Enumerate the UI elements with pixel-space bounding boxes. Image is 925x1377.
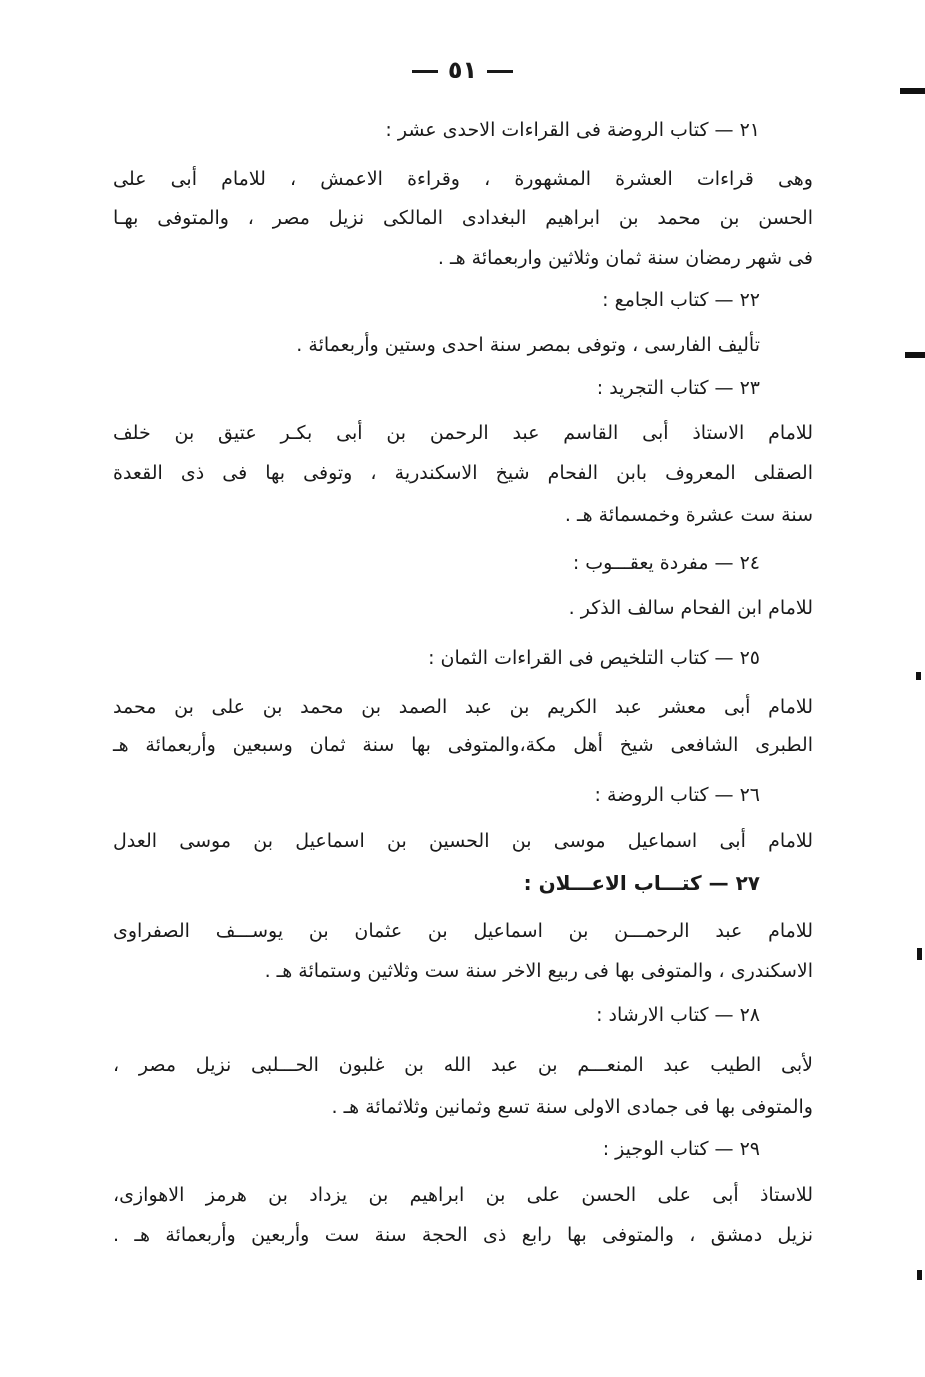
entry-23-heading: ٢٣ — كتاب التجريد : xyxy=(596,377,760,399)
entry-28-heading: ٢٨ — كتاب الارشاد : xyxy=(596,1004,760,1026)
entry-23-line-1: للامام الاستاذ أبى القاسم عبد الرحمن بن أبى بكـر عتيق بن خلف xyxy=(113,422,813,444)
page-number-dash-right xyxy=(487,70,513,73)
scan-edge-mark xyxy=(916,672,921,680)
entry-26-line-1: للامام أبى اسماعيل موسى بن الحسين بن اسماعيل بن موسى العدل xyxy=(113,830,813,852)
scan-edge-mark xyxy=(900,88,925,94)
entry-28-line-2: والمتوفى بها فى جمادى الاولى سنة تسع وثمانين وثلاثمائة هـ . xyxy=(331,1096,813,1118)
entry-22-heading: ٢٢ — كتاب الجامع : xyxy=(602,289,760,311)
entry-27-line-1: للامام عبد الرحمـــن بن اسماعيل بن عثمان بن يوســـف الصفراوى xyxy=(113,920,813,942)
entry-29-line-1: للاستاذ أبى على الحسن على بن ابراهيم بن يزداد بن هرمز الاهوازى، xyxy=(113,1184,813,1206)
entry-25-line-2: الطبرى الشافعى شيخ أهل مكة،والمتوفى بها سنة ثمان وسبعين وأربعمائة هـ xyxy=(113,734,813,756)
entry-29-heading: ٢٩ — كتاب الوجيز : xyxy=(602,1138,760,1160)
entry-27-line-2: الاسكندرى ، والمتوفى بها فى ربيع الاخر سنة ست وثلاثين وستمائة هـ . xyxy=(264,960,813,982)
page-number-text: ٥١ xyxy=(447,56,478,84)
scan-edge-mark xyxy=(905,352,925,358)
entry-25-heading: ٢٥ — كتاب التلخيص فى القراءات الثمان : xyxy=(428,647,760,669)
entry-24-line-1: للامام ابن الفحام سالف الذكر . xyxy=(568,597,813,619)
entry-21-line-3: فى شهر رمضان سنة ثمان وثلاثين واربعمائة هـ . xyxy=(437,247,813,269)
entry-21-line-1: وهى قراءات العشرة المشهورة ، وقراءة الاعمش ، للامام أبى على xyxy=(113,168,813,190)
entry-21-line-2: الحسن بن محمد بن ابراهيم البغدادى المالكى نزيل مصر ، والمتوفى بهـا xyxy=(113,207,813,229)
entry-21-heading: ٢١ — كتاب الروضة فى القراءات الاحدى عشر : xyxy=(385,119,760,141)
scan-edge-mark xyxy=(917,1270,922,1280)
scan-edge-mark xyxy=(917,948,922,960)
page-number xyxy=(0,56,925,84)
entry-28-line-1: لأبى الطيب عبد المنعـــم بن عبد الله بن غلبون الحـــلبى نزيل مصر ، xyxy=(113,1054,813,1076)
entry-22-line-1: تأليف الفارسى ، وتوفى بمصر سنة احدى وستين وأربعمائة . xyxy=(296,334,760,356)
entry-23-line-3: سنة ست عشرة وخمسمائة هـ . xyxy=(564,504,813,526)
entry-25-line-1: للامام أبى معشر عبد الكريم بن عبد الصمد بن محمد بن على بن محمد xyxy=(113,696,813,718)
entry-23-line-2: الصقلى المعروف بابن الفحام شيخ الاسكندرية ، وتوفى بها فى ذى القعدة xyxy=(113,462,813,484)
entry-26-heading: ٢٦ — كتاب الروضة : xyxy=(594,784,760,806)
entry-27-heading: ٢٧ — كتـــاب الاعـــلان : xyxy=(523,871,760,895)
page-number-dash-left xyxy=(412,70,438,73)
entry-24-heading: ٢٤ — مفردة يعقـــوب : xyxy=(572,552,760,574)
entry-29-line-2: نزيل دمشق ، والمتوفى بها رابع ذى الحجة سنة ست وأربعين وأربعمائة هـ . xyxy=(113,1224,813,1246)
